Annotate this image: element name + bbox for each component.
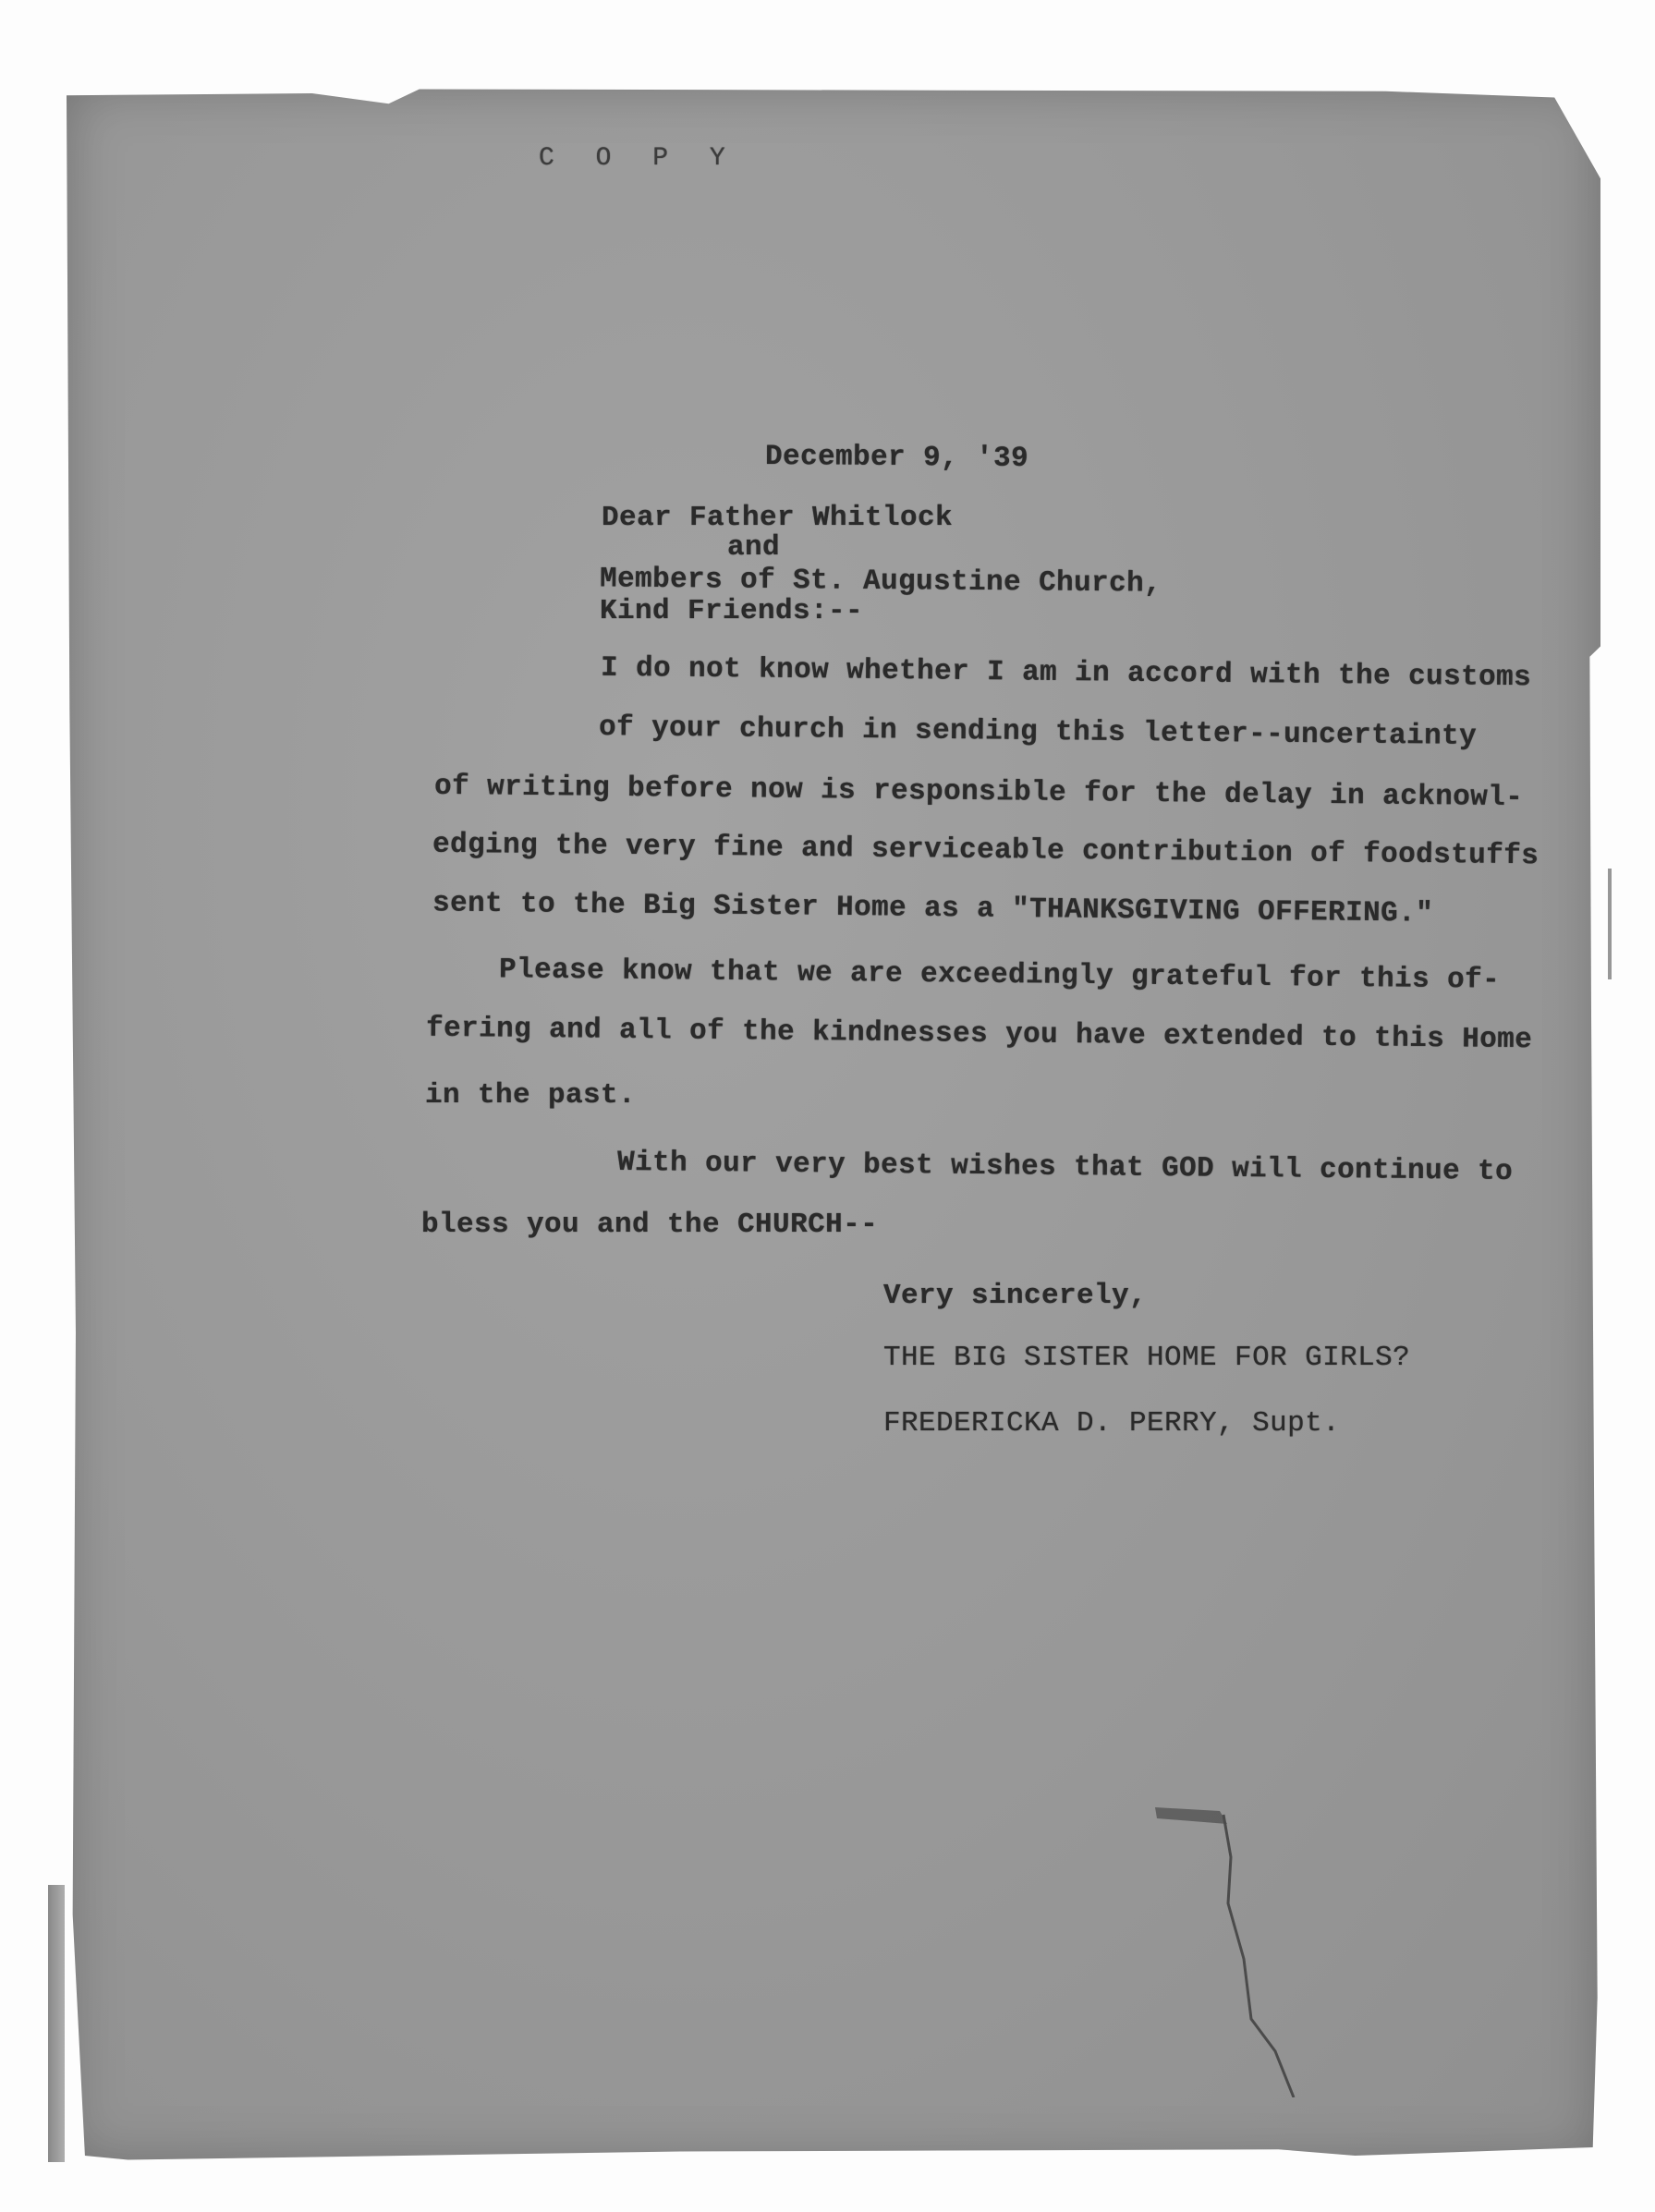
salutation-line: Dear Father Whitlock (602, 502, 954, 534)
closing-line: Very sincerely, (883, 1280, 1148, 1312)
body-line: of your church in sending this letter--uncertainty (598, 711, 1478, 753)
salutation-line: and (727, 531, 781, 564)
salutation-line: Kind Friends:-- (600, 595, 864, 627)
body-line: fering and all of the kindnesses you have extended to this Home (425, 1012, 1533, 1057)
body-line: bless you and the CHURCH-- (421, 1209, 879, 1241)
body-line: I do not know whether I am in accord with the customs (600, 651, 1532, 695)
body-line: in the past. (425, 1079, 637, 1112)
salutation-line: Members of St. Augustine Church, (599, 563, 1162, 601)
body-line: Please know that we are exceedingly grateful for this of- (498, 954, 1501, 997)
letter-date: December 9, '39 (764, 441, 1029, 475)
paper-tear (1155, 1802, 1340, 2097)
body-line: sent to the Big Sister Home as a "THANKSGIVING OFFERING." (432, 887, 1434, 930)
letter-sheet (67, 85, 1600, 2164)
body-line: edging the very fine and serviceable contribution of foodstuffs (432, 828, 1539, 873)
page-edge-left (48, 1885, 65, 2162)
closing-line: FREDERICKA D. PERRY, Supt. (883, 1407, 1341, 1440)
body-line: With our very best wishes that GOD will continue to (616, 1146, 1514, 1189)
body-line: of writing before now is responsible for the delay in acknowl- (433, 770, 1524, 815)
copy-mark: C O P Y (539, 144, 738, 173)
closing-line: THE BIG SISTER HOME FOR GIRLS? (883, 1342, 1411, 1374)
